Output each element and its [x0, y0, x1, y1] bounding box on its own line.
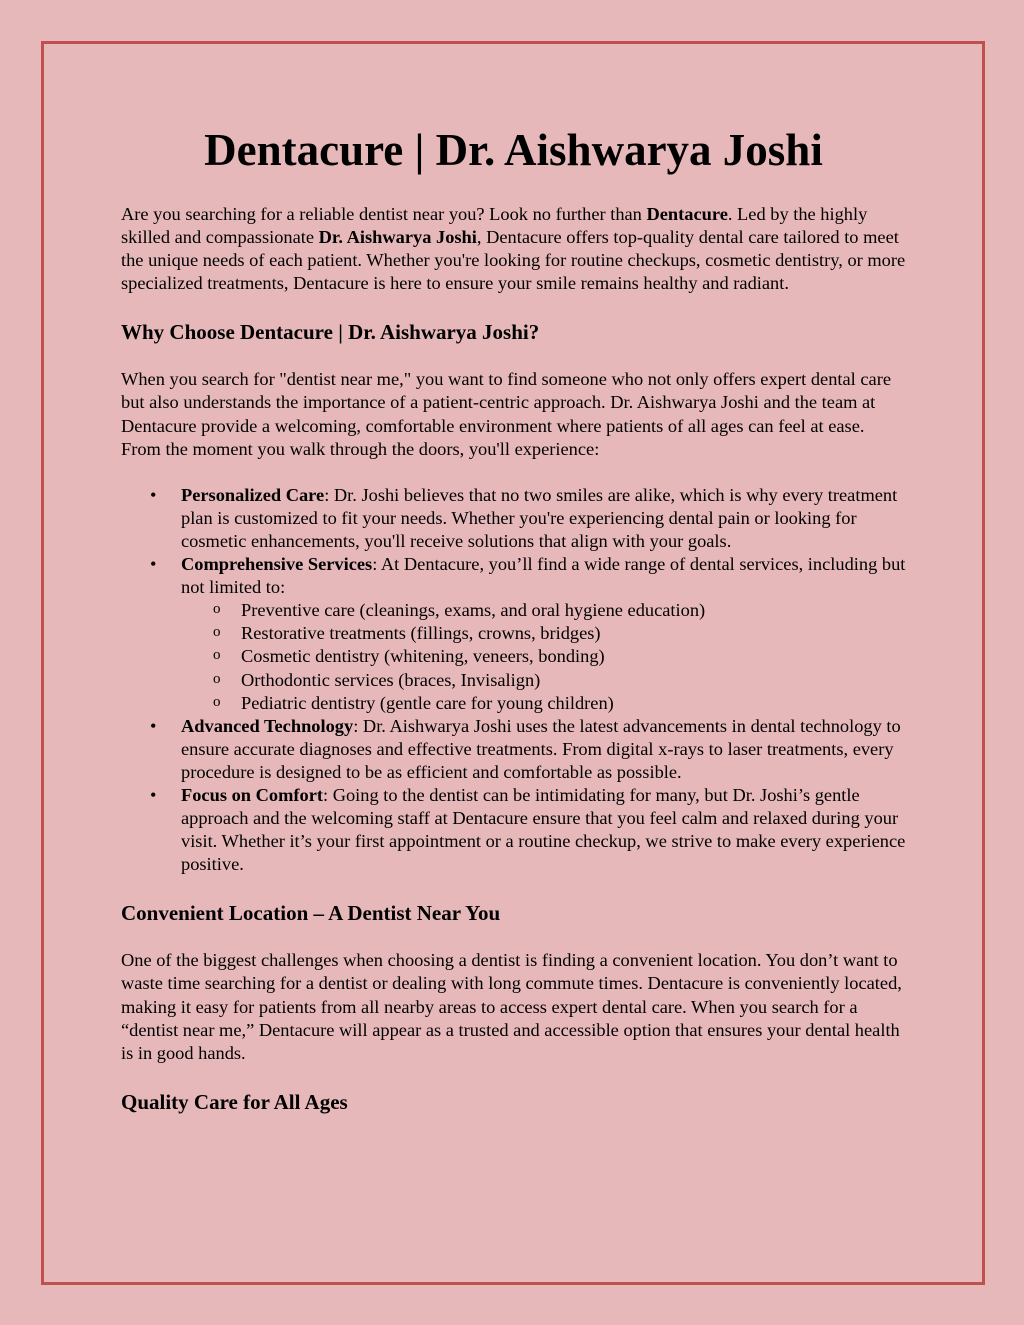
services-sublist [181, 599, 906, 714]
intro-paragraph [121, 203, 906, 295]
bullet-label: Comprehensive Services [181, 554, 373, 575]
intro-text-2: . Led by the highly skilled and compassionate [121, 204, 868, 248]
list-item-advanced-technology [181, 715, 906, 784]
bullet-text: : At Dentacure, you’ll find a wide range of dental services, including but not limited to: [181, 554, 906, 598]
list-item-personalized-care [181, 484, 906, 553]
page-title: Dentacure | Dr. Aishwarya Joshi [204, 125, 823, 175]
bullet-label: Personalized Care [181, 484, 325, 505]
sub-list-item: o Restorative treatments (fillings, crowns, bridges) [241, 622, 906, 645]
sub-list-item: o Orthodontic services (braces, Invisalign) [241, 669, 906, 692]
document-body [121, 120, 906, 1138]
intro-text-3: , Dentacure offers top-quality dental care tailored to meet the unique needs of each patient. Whether you're looking for routine checkups, cosmetic dentistry, or more specialized treatments, Dentacure is here to ensure your smile remains healthy and radiant. [121, 227, 906, 294]
intro-bold-doctor: Dr. Aishwarya Joshi [318, 227, 477, 248]
bullet-label: Advanced Technology [181, 715, 354, 736]
list-item-focus-on-comfort [181, 784, 906, 876]
why-paragraph: When you search for "dentist near me," you want to find someone who not only offers expert dental care but also understands the importance of a patient-centric approach. Dr. Aishwarya Joshi and the team at Dentacure provide a welcoming, comfortable environment where patients of all ages can feel at ease. From the moment you walk through the doors, you'll experience: [121, 369, 891, 459]
list-item-comprehensive-services [181, 553, 906, 715]
bullet-text: : Dr. Aishwarya Joshi uses the latest advancements in dental technology to ensure accurate diagnoses and effective treatments. From digital x-rays to laser treatments, every procedure is designed to be as efficient and comfortable as possible. [181, 715, 901, 782]
intro-text-1: Are you searching for a reliable dentist near you? Look no further than [121, 204, 647, 224]
location-heading: Convenient Location – A Dentist Near You [121, 901, 501, 926]
ages-heading: Quality Care for All Ages [121, 1089, 348, 1114]
sub-list-item: o Cosmetic dentistry (whitening, veneers, bonding) [241, 645, 906, 668]
location-paragraph: One of the biggest challenges when choosing a dentist is finding a convenient location. You don’t want to waste time searching for a dentist or dealing with long commute times. Dentacure is conveniently located, making it easy for patients from all nearby areas to access expert dental care. When you search for a “dentist near me,” Dentacure will appear as a trusted and accessible option that ensures your dental health is in good hands. [121, 950, 902, 1063]
sub-list-item: o Pediatric dentistry (gentle care for young children) [241, 692, 906, 715]
bullet-label: Focus on Comfort [181, 784, 323, 805]
benefits-list [121, 484, 906, 877]
why-heading: Why Choose Dentacure | Dr. Aishwarya Joshi? [121, 320, 540, 345]
bullet-text: : Dr. Joshi believes that no two smiles are alike, which is why every treatment plan is customized to fit your needs. Whether you're experiencing dental pain or looking for cosmetic enhancements, you'll receive solutions that align with your goals. [181, 484, 898, 551]
sub-list-item: o Preventive care (cleanings, exams, and oral hygiene education) [241, 599, 906, 622]
bullet-text: : Going to the dentist can be intimidating for many, but Dr. Joshi’s gentle approach and the welcoming staff at Dentacure ensure that you feel calm and relaxed during your visit. Whether it’s your first appointment or a routine checkup, we strive to make every experience positive. [181, 784, 906, 875]
intro-bold-dentacure: Dentacure [646, 204, 728, 224]
